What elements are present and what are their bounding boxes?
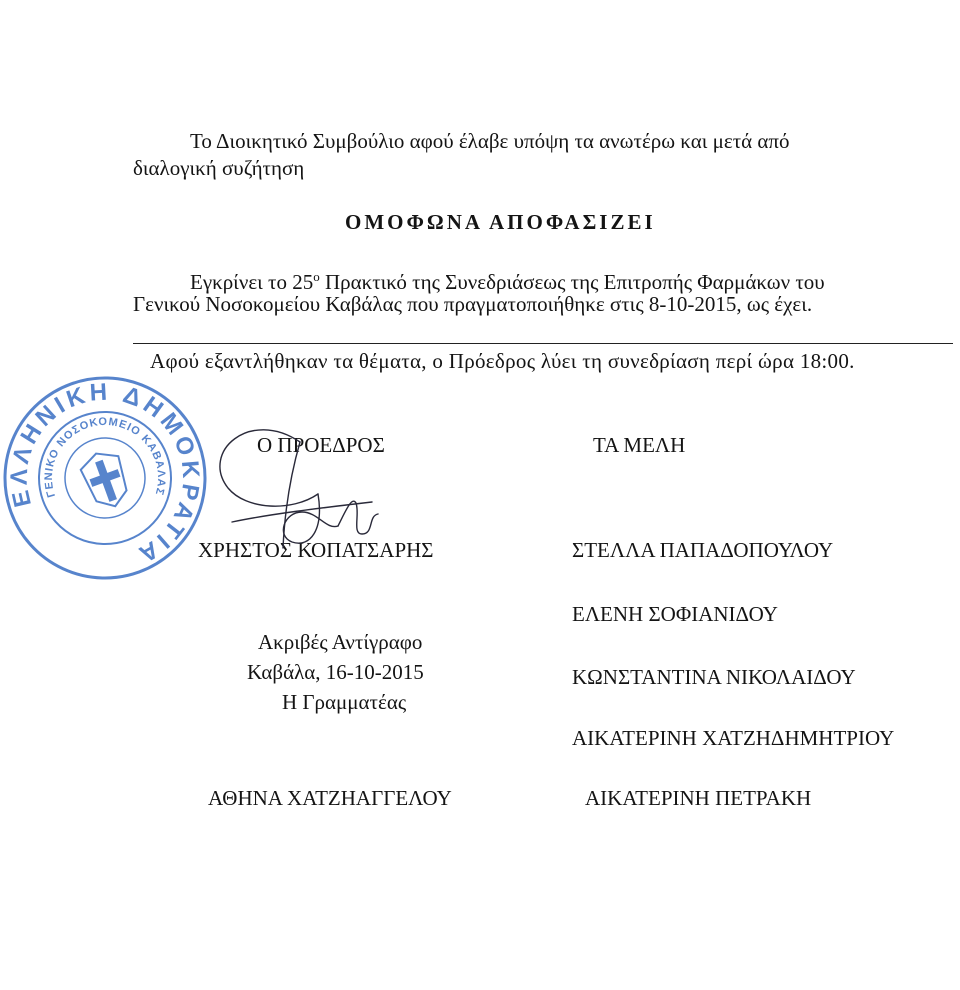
member-name-5: ΑΙΚΑΤΕΡΙΝΗ ΠΕΤΡΑΚΗ (585, 786, 812, 810)
stamp-outer-text: ΕΛΛΗΝΙΚΗ ΔΗΜΟΚΡΑΤΙΑ (5, 378, 205, 570)
certified-copy-place-date: Καβάλα, 16-10-2015 (247, 660, 424, 684)
stamp-inner-text: ΓΕΝΙΚΟ ΝΟΣΟΚΟΜΕΙΟ ΚΑΒΑΛΑΣ (42, 415, 168, 499)
svg-text:ΓΕΝΙΚΟ ΝΟΣΟΚΟΜΕΙΟ ΚΑΒΑΛΑΣ (25, 398, 176, 535)
certified-copy-label: Ακριβές Αντίγραφο (258, 630, 423, 654)
divider-line (133, 343, 953, 344)
decision-heading: ΟΜΟΦΩΝΑ ΑΠΟΦΑΣΙΖΕΙ (345, 210, 656, 234)
member-name-3: ΚΩΝΣΤΑΝΤΙΝΑ ΝΙΚΟΛΑΙΔΟΥ (572, 665, 856, 689)
intro-line-2: διαλογική συζήτηση (133, 156, 305, 180)
approval-superscript: ο (313, 269, 320, 284)
approval-suffix: Πρακτικό της Συνεδριάσεως της Επιτροπής Φαρμάκων του (319, 270, 825, 294)
members-title: ΤΑ ΜΕΛΗ (593, 433, 686, 457)
intro-line-1: Το Διοικητικό Συμβούλιο αφού έλαβε υπόψη τα ανωτέρω και μετά από (190, 129, 790, 153)
president-title: Ο ΠΡΟΕΔΡΟΣ (257, 433, 385, 457)
approval-line-2: Γενικού Νοσοκομείου Καβάλας που πραγματοποιήθηκε στις 8-10-2015, ως έχει. (133, 292, 813, 316)
closing-statement: Αφού εξαντλήθηκαν τα θέματα, ο Πρόεδρος λύει τη συνεδρίαση περί ώρα 18:00. (150, 349, 855, 373)
svg-text:ΕΛΛΗΝΙΚΗ ΔΗΜΟΚΡΑΤΙΑ (0, 351, 232, 606)
approval-prefix: Εγκρίνει το 25 (190, 270, 314, 294)
greek-emblem-icon (77, 447, 134, 513)
secretary-name: ΑΘΗΝΑ ΧΑΤΖΗΑΓΓΕΛΟΥ (208, 786, 452, 810)
member-name-1: ΣΤΕΛΛΑ ΠΑΠΑΔΟΠΟΥΛΟΥ (572, 538, 834, 562)
president-name: ΧΡΗΣΤΟΣ ΚΟΠΑΤΣΑΡΗΣ (198, 538, 434, 562)
secretary-role: Η Γραμματέας (282, 690, 407, 714)
member-name-2: ΕΛΕΝΗ ΣΟΦΙΑΝΙΔΟΥ (572, 602, 778, 626)
official-stamp-icon (0, 350, 233, 606)
member-name-4: ΑΙΚΑΤΕΡΙΝΗ ΧΑΤΖΗΔΗΜΗΤΡΙΟΥ (572, 726, 895, 750)
